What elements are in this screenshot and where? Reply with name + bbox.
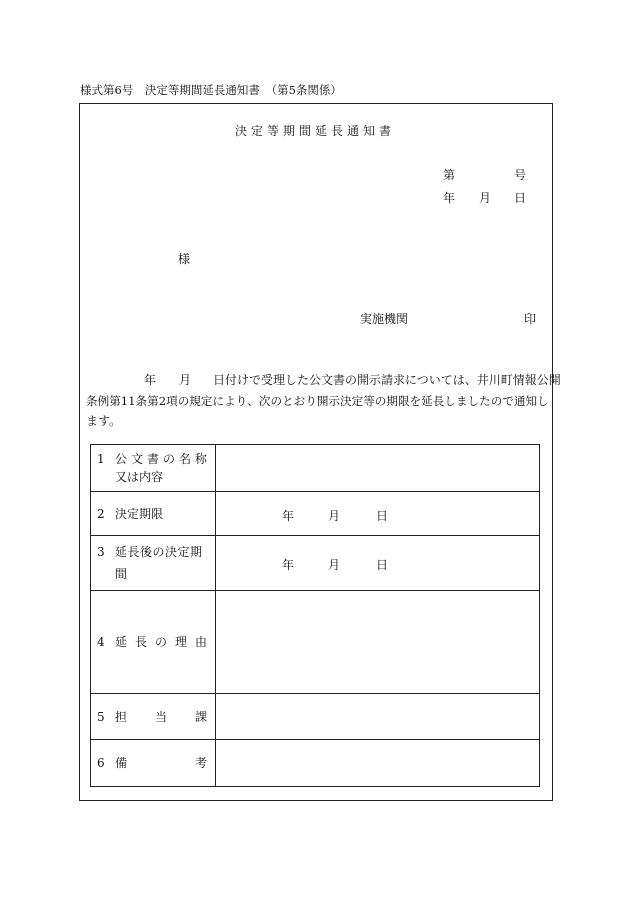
date-month: 月 bbox=[479, 191, 492, 205]
extended-deadline-value: 年 月 日 bbox=[216, 536, 540, 591]
addressee-suffix: 様 bbox=[178, 252, 191, 266]
body-year: 年 bbox=[144, 373, 157, 387]
body-month: 月 bbox=[179, 373, 192, 387]
row-label-extended-deadline: 3 延長後の決定期 間 bbox=[91, 536, 216, 591]
table-row bbox=[91, 536, 540, 591]
row-label-decision-deadline: 2 決定期限 bbox=[91, 492, 216, 536]
table-row bbox=[91, 694, 540, 740]
seal-mark: 印 bbox=[524, 312, 537, 326]
remarks-value bbox=[216, 740, 540, 787]
date-year: 年 bbox=[443, 191, 456, 205]
row-label-extension-reason: 4 延 長 の 理 由 bbox=[91, 591, 216, 694]
form-number-label: 様式第6号 決定等期間延長通知書 （第5条関係） bbox=[80, 83, 342, 97]
body-line-3: ます。 bbox=[86, 414, 122, 428]
document-title: 決定等期間延長通知書 bbox=[234, 124, 395, 138]
row-label-department: 5 担 当 課 bbox=[91, 694, 216, 740]
document-name-value bbox=[216, 445, 540, 492]
row-label-document-name: 1 公 文 書 の 名 称 又は内容 bbox=[91, 445, 216, 492]
details-table bbox=[90, 444, 540, 787]
notice-body bbox=[86, 370, 561, 432]
table-row bbox=[91, 740, 540, 787]
date-day: 日 bbox=[514, 191, 527, 205]
table-row bbox=[91, 492, 540, 536]
number-suffix: 号 bbox=[514, 168, 527, 182]
decision-deadline-value: 年 月 日 bbox=[216, 492, 540, 536]
extension-reason-value bbox=[216, 591, 540, 694]
table-row bbox=[91, 591, 540, 694]
row-label-remarks: 6 備 考 bbox=[91, 740, 216, 787]
department-value bbox=[216, 694, 540, 740]
body-line-1: 日付けで受理した公文書の開示請求については、井川町情報公開 bbox=[213, 373, 561, 387]
issuer-label: 実施機関 bbox=[360, 312, 409, 326]
body-line-2: 条例第11条第2項の規定により、次のとおり開示決定等の期限を延長しましたので通知し bbox=[86, 393, 549, 408]
table-row bbox=[91, 445, 540, 492]
number-prefix: 第 bbox=[443, 168, 456, 182]
